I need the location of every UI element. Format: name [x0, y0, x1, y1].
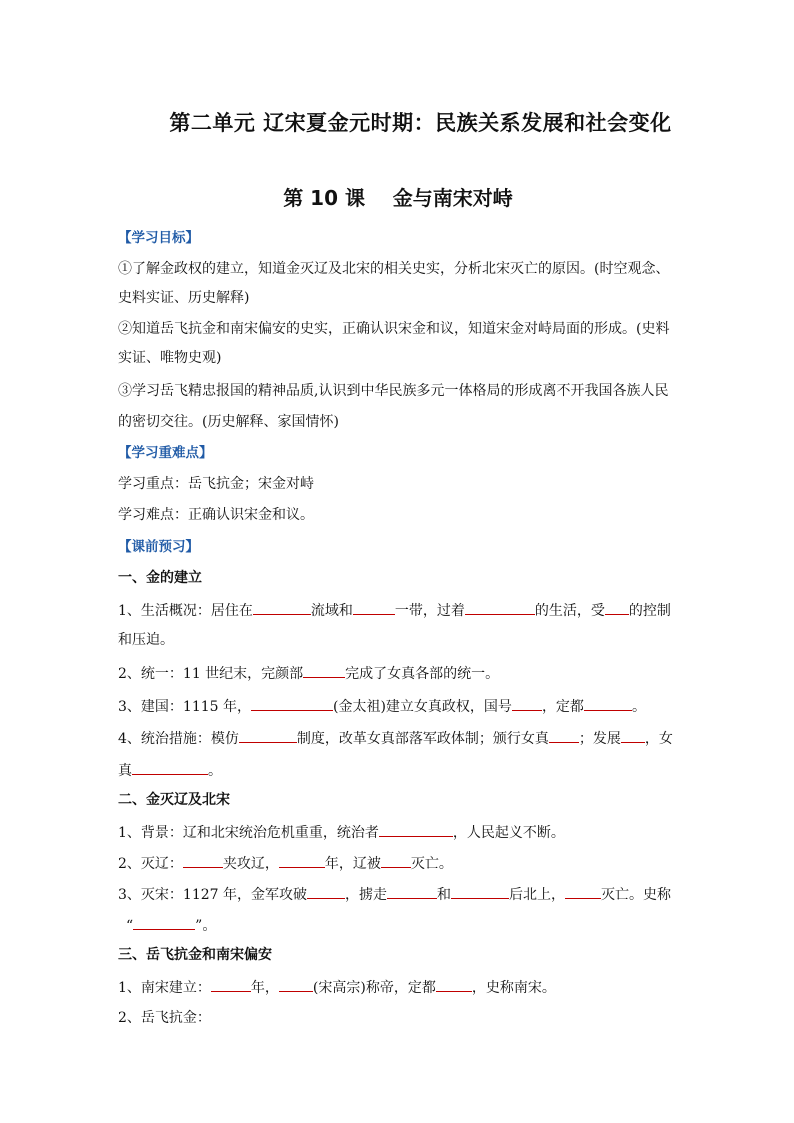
text: ，史称南宋。	[471, 980, 556, 996]
text: ，掳走	[345, 887, 387, 903]
fill-blank[interactable]	[132, 759, 208, 775]
text: 夹攻辽，	[222, 856, 279, 872]
fill-blank[interactable]	[253, 599, 311, 615]
s1-item-1-cont: 和压迫。	[118, 632, 174, 648]
s3-item-2: 2、岳飞抗金：	[118, 1010, 211, 1026]
text: 1、生活概况：居住在	[118, 603, 253, 619]
text: ，女	[644, 731, 673, 747]
fill-blank[interactable]	[379, 821, 453, 837]
text: 的控制	[628, 603, 671, 619]
fill-blank[interactable]	[307, 883, 345, 899]
fill-blank[interactable]	[353, 599, 395, 615]
fill-blank[interactable]	[621, 727, 645, 743]
section-2-title: 二、金灭辽及北宋	[118, 792, 230, 808]
text: 1、背景：辽和北宋统治危机重重，统治者	[118, 825, 379, 841]
fill-blank[interactable]	[605, 599, 629, 615]
keypoints-heading: 【学习重难点】	[118, 445, 213, 461]
text: 3、灭宋：1127 年，金军攻破	[118, 887, 307, 903]
fill-blank[interactable]	[565, 883, 601, 899]
text: ，定都	[541, 699, 584, 715]
preview-heading: 【课前预习】	[118, 539, 199, 555]
fill-blank[interactable]	[512, 695, 542, 711]
text: (金太祖)建立女真政权，国号	[333, 699, 512, 715]
text: ；发展	[578, 731, 621, 747]
fill-blank[interactable]	[183, 852, 223, 868]
fill-blank[interactable]	[303, 662, 345, 678]
text: 灭亡。	[410, 856, 453, 872]
text: 1、南宋建立：	[118, 980, 211, 996]
fill-blank[interactable]	[211, 976, 251, 992]
text: 4、统治措施：模仿	[118, 731, 239, 747]
fill-blank[interactable]	[133, 914, 195, 930]
objective-1-line-1: ①了解金政权的建立，知道金灭辽及北宋的相关史实，分析北宋灭亡的原因。(时空观念、	[118, 261, 670, 277]
s1-item-4	[118, 727, 678, 749]
text: 年，辽被	[324, 856, 381, 872]
section-1-title: 一、金的建立	[118, 570, 202, 586]
text: (宋高宗)称帝，定都	[312, 980, 436, 996]
objective-2-line-2: 实证、唯物史观)	[118, 350, 222, 366]
text: 和	[437, 887, 451, 903]
text: 真	[118, 763, 132, 779]
objective-3-line-2: 的密切交往。(历史解释、家国情怀)	[118, 414, 339, 430]
text: 后北上，	[509, 887, 565, 903]
text: ，人民起义不断。	[452, 825, 565, 841]
fill-blank[interactable]	[279, 976, 313, 992]
objective-1-line-2: 史料实证、历史解释)	[118, 290, 250, 306]
text: 。	[631, 699, 646, 715]
text: 流域和	[310, 603, 353, 619]
fill-blank[interactable]	[251, 695, 333, 711]
text: 灭亡。史称	[601, 887, 671, 903]
fill-blank[interactable]	[465, 599, 535, 615]
fill-blank[interactable]	[387, 883, 437, 899]
s1-item-3	[118, 695, 678, 717]
text: 制度，改革女真部落军政体制；颁行女真	[296, 731, 549, 747]
s2-item-3	[118, 883, 678, 905]
s2-item-2	[118, 852, 678, 874]
text: 。	[208, 763, 222, 779]
text: 完成了女真各部的统一。	[345, 666, 500, 682]
key-focus: 学习重点：岳飞抗金；宋金对峙	[118, 476, 314, 492]
fill-blank[interactable]	[239, 727, 297, 743]
s1-item-4-cont	[118, 759, 678, 781]
text: ”。	[195, 918, 217, 934]
s2-item-3-cont	[118, 914, 678, 936]
fill-blank[interactable]	[279, 852, 325, 868]
fill-blank[interactable]	[584, 695, 632, 711]
text: “	[126, 918, 134, 934]
objectives-heading: 【学习目标】	[118, 230, 199, 246]
text: 的生活，受	[534, 603, 605, 619]
text: 年，	[250, 980, 279, 996]
fill-blank[interactable]	[549, 727, 579, 743]
fill-blank[interactable]	[436, 976, 472, 992]
s1-item-1	[118, 599, 678, 621]
fill-blank[interactable]	[451, 883, 509, 899]
text: 2、统一：11 世纪末，完颜部	[118, 666, 304, 682]
s2-item-1	[118, 821, 678, 843]
text: 2、灭辽：	[118, 856, 183, 872]
lesson-title: 第 10 课 金与南宋对峙	[283, 186, 513, 210]
s1-item-2	[118, 662, 678, 684]
objective-3-line-1: ③学习岳飞精忠报国的精神品质,认识到中华民族多元一体格局的形成离不开我国各族人民	[118, 383, 669, 399]
objective-2-line-1: ②知道岳飞抗金和南宋偏安的史实，正确认识宋金和议，知道宋金对峙局面的形成。(史料	[118, 321, 670, 337]
text: 3、建国：1115 年，	[118, 699, 251, 715]
text: 一带，过着	[394, 603, 465, 619]
key-difficulty: 学习难点：正确认识宋金和议。	[118, 507, 314, 523]
unit-title: 第二单元 辽宋夏金元时期：民族关系发展和社会变化	[169, 111, 672, 135]
s3-item-1	[118, 976, 678, 998]
fill-blank[interactable]	[381, 852, 411, 868]
section-3-title: 三、岳飞抗金和南宋偏安	[118, 947, 272, 963]
